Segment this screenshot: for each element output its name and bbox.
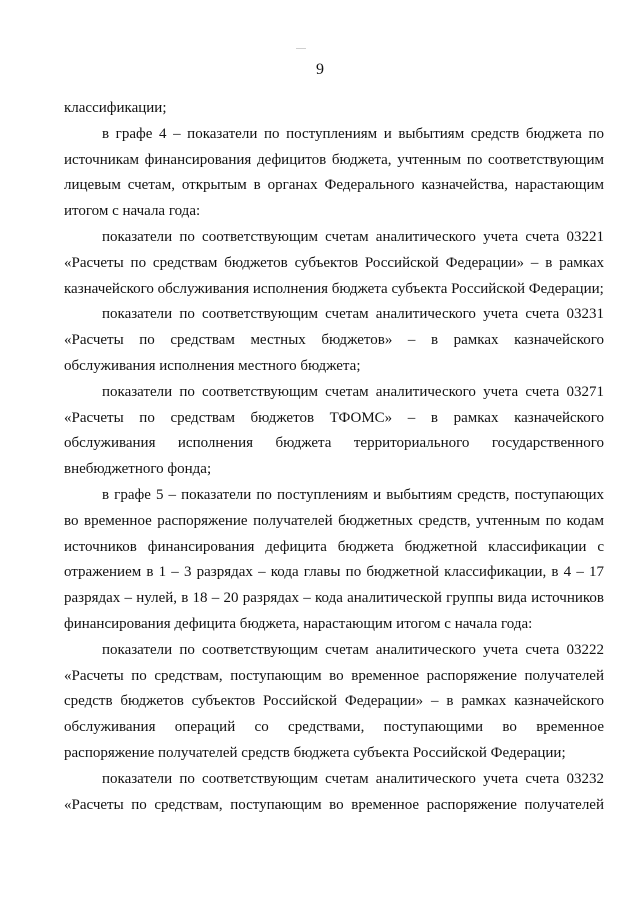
paragraph-8: показатели по соответствующим счетам аналитического учета счета 03232 «Расчеты по средствам, поступающим во временное распоряжение получателей [64, 770, 604, 813]
paragraph-4: показатели по соответствующим счетам аналитического учета счета 03231 «Расчеты по средствам местных бюджетов» – в рамках казначейского обслуживания исполнения местного бюджета; [64, 306, 604, 374]
paragraph-7: показатели по соответствующим счетам аналитического учета счета 03222 «Расчеты по средствам, поступающим во временное распоряжение получателей средств бюджетов субъектов Российской Федерации» – в рамках казначейского обслуживания операций со средствами, поступающими во временное распоряжение получателей средств бюджета субъекта Российской Федерации; [64, 641, 604, 761]
page-number: 9 [316, 61, 324, 78]
paragraph-3: показатели по соответствующим счетам аналитического учета счета 03221 «Расчеты по средствам бюджетов субъектов Российской Федерации» – в рамках казначейского обслуживания исполнения бюджета субъекта Российской Федерации; [64, 228, 604, 297]
paragraph-2: в графе 4 – показатели по поступлениям и выбытиям средств бюджета по источникам финансирования дефицитов бюджета, учтенным по соответствующим лицевым счетам, открытым в органах Федерального казначейства, нарастающим итогом с начала года: [64, 125, 604, 220]
paragraph-1: классификации; [64, 100, 167, 116]
paragraph-5: показатели по соответствующим счетам аналитического учета счета 03271 «Расчеты по средствам бюджетов ТФОМС» – в рамках казначейского обслуживания исполнения бюджета территориального государственного внебюджетного фонда; [64, 383, 604, 478]
document-body [64, 96, 604, 818]
scan-artifact [296, 48, 306, 49]
paragraph-6: в графе 5 – показатели по поступлениям и выбытиям средств, поступающих во временное распоряжение получателей бюджетных средств, учтенным по кодам источников финансирования дефицита бюджета бюджетной классификации с отражением в 1 – 3 разрядах – кода главы по бюджетной классификации, в 4 – 17 разрядах – нулей, в 18 – 20 разрядах – кода аналитической группы вида источников финансирования дефицита бюджета, нарастающим итогом с начала года: [64, 486, 604, 632]
